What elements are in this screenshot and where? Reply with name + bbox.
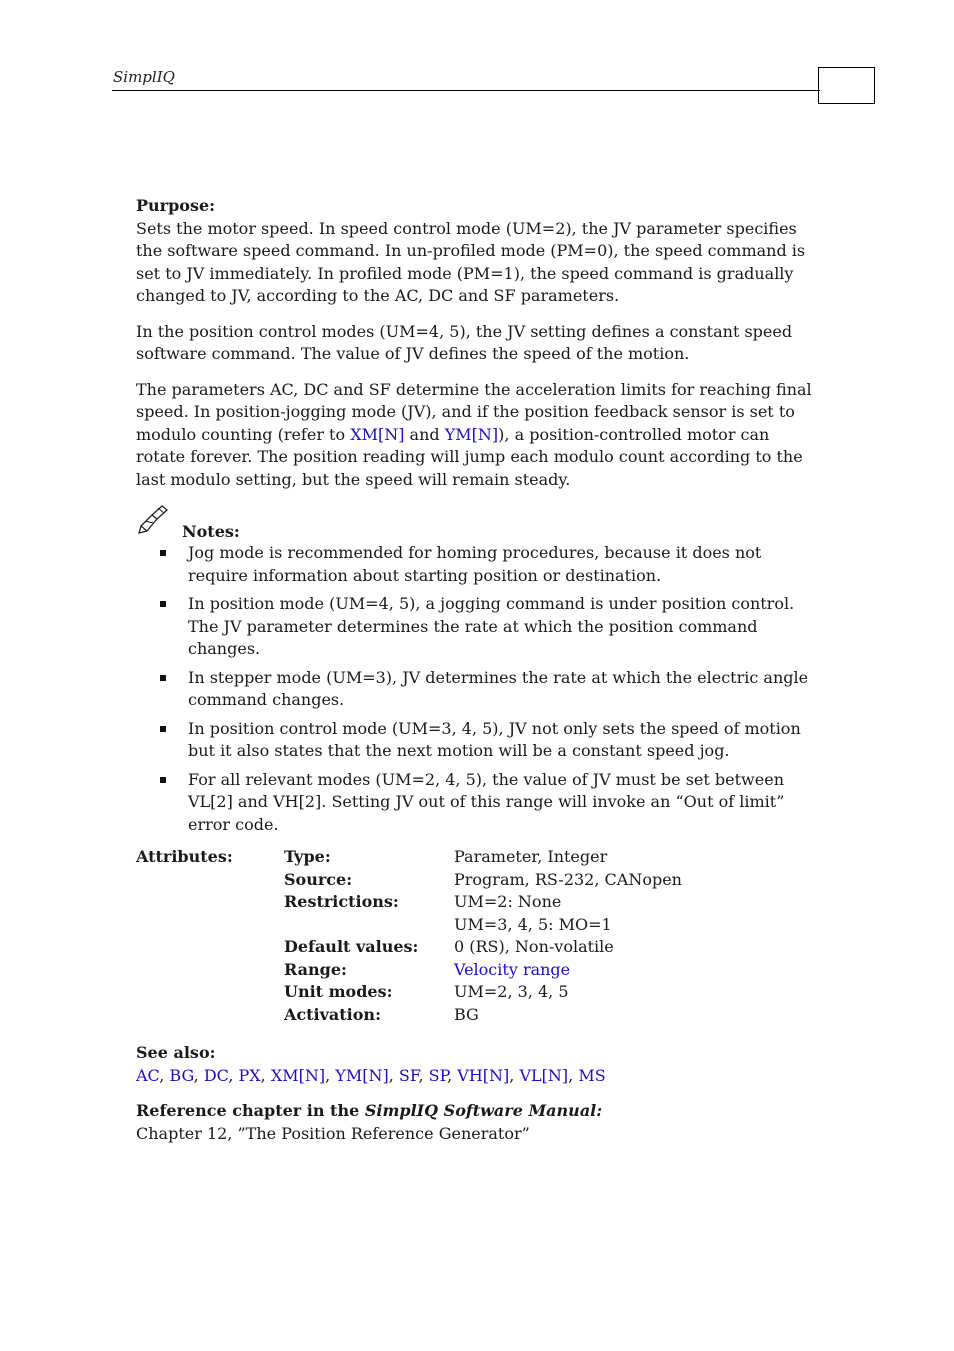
notes-label: Notes: [182, 522, 240, 541]
see-also-section [136, 1042, 820, 1087]
attributes-table [136, 846, 820, 1028]
see-also-separator: , [325, 1065, 336, 1085]
see-also-links [136, 1066, 606, 1085]
see-also-separator: , [388, 1065, 399, 1085]
attribute-key: Range: [284, 959, 347, 979]
attribute-row [284, 1004, 824, 1027]
attribute-row [284, 846, 824, 869]
running-head: SimplIQ [113, 68, 175, 86]
attribute-row [284, 891, 824, 914]
reference-section [136, 1100, 820, 1145]
note-text: Jog mode is recommended for homing procedures, because it does not require information about starting position or destination. [188, 543, 762, 585]
note-text: In position control mode (UM=3, 4, 5), JV not only sets the speed of motion but it also states that the next motion will be a constant speed jog. [188, 718, 801, 760]
attribute-row [284, 981, 824, 1004]
attribute-row [284, 914, 824, 937]
purpose-paragraph-1: Sets the motor speed. In speed control mode (UM=2), the JV parameter specifies the software speed command. In un-profiled mode (PM=0), the speed command is set to JV immediately. In profiled mode (PM=1), the speed command is gradually changed to JV, according to the AC, DC and SF parameters. [136, 218, 806, 305]
page-number-box [818, 67, 875, 104]
bullet-icon [160, 550, 166, 556]
attributes-label: Attributes: [136, 847, 233, 866]
notes-list [136, 542, 820, 836]
attribute-key: Source: [284, 869, 353, 889]
attribute-key: Restrictions: [284, 892, 399, 911]
header-rule [112, 90, 820, 91]
see-also-link[interactable]: BG [169, 1065, 194, 1085]
attribute-key: Type: [284, 847, 331, 866]
reference-chapter: Chapter 12, ”The Position Reference Generator” [136, 1123, 530, 1143]
see-also-label: See also: [136, 1043, 216, 1062]
link-xm[interactable]: XM[N] [350, 424, 405, 444]
see-also-separator: , [260, 1065, 271, 1085]
see-also-link[interactable]: SF [398, 1065, 419, 1085]
reference-label [136, 1100, 820, 1123]
paragraph-3-text-c: ), a position-controlled motor can rotate forever. The position reading will jump each modulo count according to the last modulo setting, but the speed will remain steady. [136, 424, 803, 489]
see-also-separator: , [568, 1065, 579, 1085]
bullet-icon [160, 726, 166, 732]
purpose-label: Purpose: [136, 196, 216, 215]
attribute-value: UM=2: None [454, 892, 562, 911]
reference-manual-title: SimplIQ Software Manual: [364, 1101, 603, 1120]
see-also-link[interactable]: YM[N] [335, 1065, 389, 1085]
notes-header [136, 504, 820, 542]
note-text: For all relevant modes (UM=2, 4, 5), the value of JV must be set between VL[2] and VH[2]. Setting JV out of this range will invoke an “Out of limit” error code. [188, 769, 785, 834]
see-also-link[interactable]: MS [578, 1065, 606, 1085]
paragraph-3-text-b: and [404, 424, 445, 444]
see-also-link[interactable]: VL[N] [519, 1065, 569, 1085]
see-also-link[interactable]: PX [238, 1065, 261, 1085]
list-item [136, 667, 820, 712]
see-also-link[interactable]: DC [203, 1065, 229, 1085]
see-also-link[interactable]: AC [136, 1065, 160, 1085]
see-also-link[interactable]: XM[N] [270, 1065, 326, 1085]
attribute-key: Unit modes: [284, 982, 393, 1001]
see-also-separator: , [228, 1065, 239, 1085]
pen-writing-icon [138, 504, 172, 541]
attribute-key: Activation: [284, 1004, 381, 1024]
paragraph-3-text-a: The parameters AC, DC and SF determine the acceleration limits for reaching final speed. In position-jogging mode (JV), and if the position feedback sensor is set to modulo counting (refer to [136, 379, 812, 444]
list-item [136, 542, 820, 587]
reference-label-text: Reference chapter in the [136, 1101, 365, 1120]
attribute-value: Program, RS-232, CANopen [454, 869, 682, 889]
purpose-section [136, 195, 820, 308]
attribute-row [284, 959, 824, 982]
velocity-range-link[interactable]: Velocity range [454, 959, 571, 979]
note-text: In stepper mode (UM=3), JV determines the rate at which the electric angle command changes. [188, 667, 809, 709]
list-item [136, 769, 820, 837]
see-also-separator: , [418, 1065, 429, 1085]
see-also-link[interactable]: VH[N] [457, 1065, 510, 1085]
attribute-value: Parameter, Integer [454, 847, 608, 866]
attribute-row [284, 869, 824, 892]
see-also-separator: , [193, 1065, 204, 1085]
attribute-value: BG [454, 1004, 479, 1024]
list-item [136, 718, 820, 763]
see-also-link[interactable]: SP [428, 1065, 448, 1085]
see-also-separator: , [447, 1065, 458, 1085]
attribute-value: 0 (RS), Non-volatile [454, 937, 614, 956]
purpose-paragraph-3 [136, 379, 820, 492]
attribute-value: UM=3, 4, 5: MO=1 [454, 914, 612, 934]
see-also-separator: , [159, 1065, 170, 1085]
see-also-separator: , [509, 1065, 520, 1085]
bullet-icon [160, 675, 166, 681]
attribute-value: UM=2, 3, 4, 5 [454, 982, 569, 1001]
purpose-paragraph-2: In the position control modes (UM=4, 5), the JV setting defines a constant speed software command. The value of JV defines the speed of the motion. [136, 321, 793, 363]
bullet-icon [160, 777, 166, 783]
note-text: In position mode (UM=4, 5), a jogging command is under position control. The JV parameter determines the rate at which the position command changes. [188, 594, 795, 658]
list-item [136, 593, 820, 661]
bullet-icon [160, 601, 166, 607]
attribute-key: Default values: [284, 937, 419, 956]
main-content [136, 195, 820, 1145]
link-ym[interactable]: YM[N] [444, 424, 499, 444]
attribute-row [284, 936, 824, 959]
